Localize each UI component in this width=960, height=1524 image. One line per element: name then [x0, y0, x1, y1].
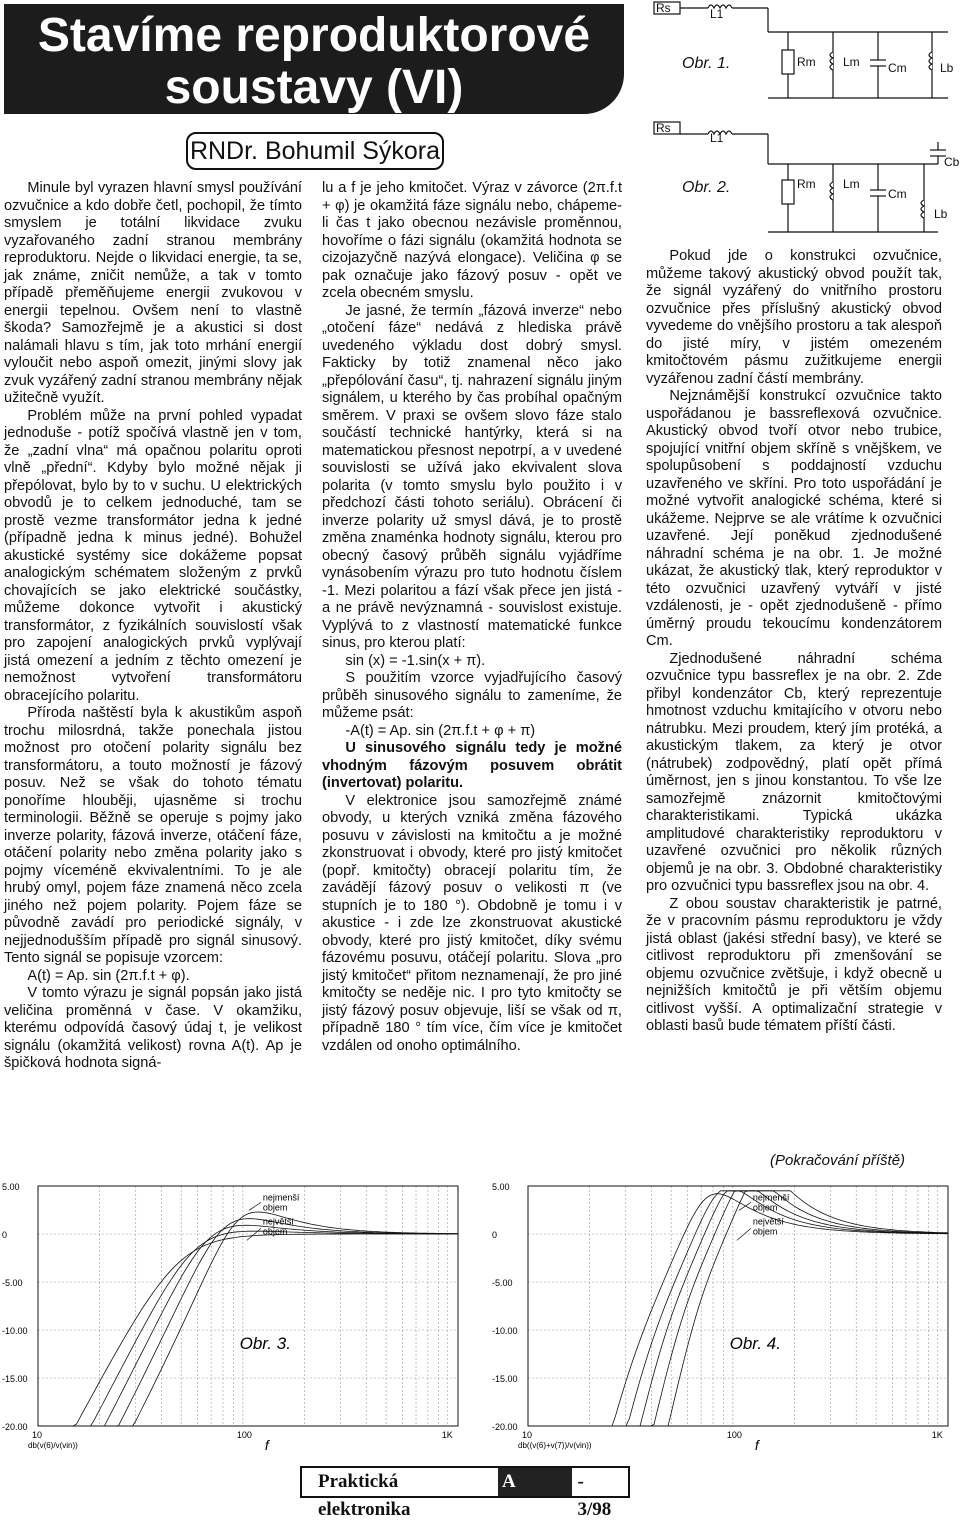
response-curve — [528, 1191, 948, 1426]
x-tick-label: 10 — [32, 1430, 43, 1440]
continued-note: (Pokračování příště) — [770, 1152, 906, 1169]
footer-magazine: Praktická elektronika — [318, 1471, 411, 1520]
legend-arrow — [249, 1202, 261, 1210]
col2-formula: -A(t) = Ap. sin (2π.f.t + φ + π) — [345, 722, 536, 739]
y-tick-label: 0 — [492, 1230, 498, 1240]
page-title — [4, 4, 624, 114]
fig2-l1: L1 — [710, 131, 724, 145]
col3-para: Z obou soustav charakteristik je patrné, že v pracovním pásmu reproduktoru je vždy jistá oblast (jakési střední basy), ve které se citlivost reproduktoru při zmenšování se objemu ozvučnice zvětšuje, i když obecně u nejnižších kmitočtů je při větším objemu citlivost vyšší. A optimalizační strategie v oblasti basů bude tématem příští části. — [646, 895, 942, 1034]
y-axis-expression: db((v(6)+v(7))/v(vin)) — [518, 1441, 592, 1450]
col2-para: lu a f je jeho kmitočet. Výraz v závorce (2π.f.t + φ) je okamžitá fáze signálu nebo, chápeme-li čas t jako obecnou nezávisle proměnnou, hovoříme o fázi signálu (okamžitá hodnota se cizojazyčně nazývá elongace). Veličina φ se pak označuje jako fázový posuv - opět ve zcela obecném smyslu. — [322, 180, 622, 301]
response-curve — [38, 1219, 458, 1426]
fig2-lb: Lb — [934, 207, 948, 221]
col1-para: V tomto výrazu je signál popsán jako jistá veličina proměnná v čase. V okamžiku, kterému odpovídá časový údaj t, je velikost signálu (okamžitá velikost) rovna A(t). Ap je špičková hodnota signá- — [4, 985, 302, 1071]
col1-formula: A(t) = Ap. sin (2π.f.t + φ). — [27, 967, 190, 984]
col3-para: Zjednodušené náhradní schéma ozvučnice typu bassreflex je na obr. 2. Zde přibyl kondenzátor Cb, který reprezentuje hmotnost vzduchu kmitajícího v otvoru nebo nátrubku. Mezi proudem, který jím protéká, a akustickým tlakem, za který je otvor (nátrubek) zodpovědný, platí opět přímá úměrnost, jen s jinou konstantou. To vše lze samozřejmě znázornit kmitočtovými charakteristikami. Typická ukázka amplitudové charakteristiky reproduktoru v uzavřené ozvučnici pro několik různých objemů je na obr. 3. Obdobné charakteristiky pro ozvučnici typu bassreflex jsou na obr. 4. — [646, 650, 942, 894]
col3-para: Pokud jde o konstrukci ozvučnice, můžeme takový akustický obvod použít tak, že signál vyzářený do vnitřního prostoru ozvučnice přes příslušný akustický obvod vyvedeme do vnějšího prostoru a tak alespoň do jisté míry, v jistém omezeném kmitočtovém pásmu zužitkujeme energii vyzářenou zadní částí membrány. — [646, 248, 942, 387]
legend-arrow — [247, 1228, 261, 1240]
fig1-lb: Lb — [940, 61, 954, 75]
response-curve — [528, 1191, 948, 1426]
title-line1: Stavíme reproduktorové — [37, 9, 591, 62]
figure-3-graph — [0, 1176, 470, 1462]
col2-formula: sin (x) = -1.sin(x + π). — [345, 652, 486, 669]
fig1-lm: Lm — [843, 55, 860, 69]
fig1-l1: L1 — [710, 7, 724, 21]
col3-para: Nejznámější konstrukcí ozvučnice takto uspořádanou je bassreflexová ozvučnice. Akustický obvod tvoří otvor nebo trubice, spojující vnitřní objem skříně s vnějškem, ve spolupůsobení s poddajností vzduchu uzavřeného ve skříni. Pro toto uspořádání je možné vytvořit analogické schéma, které si ukážeme. Nejprve se ale vrátíme k ozvučnici uzavřené. Její poněkud zjednodušené náhradní schéma je na obr. 1. Je možné ukázat, že akustický tlak, který reproduktor v této ozvučnici uzavřený vytváří v jisté vzdálenosti, je - opět zjednodušeně - přímo úměrný proudu tekoucímu kondenzátorem Cm. — [646, 388, 942, 649]
fig2-cm: Cm — [888, 187, 907, 201]
fig1-cm: Cm — [888, 61, 907, 75]
title-line2: soustavy (VI) — [164, 61, 464, 114]
col2-para: V elektronice jsou samozřejmě známé obvody, u kterých vzniká změna fázového posuvu v závislosti na kmitočtu a je možné zkonstruovat i obvody, které pro jistý kmitočet (popř. kmitočty) obracejí polaritu tím, že zavádějí fázový posuv o velikosti π (ve stupních je to 180 °). Obdobně je tomu i v akustice - i zde lze zkonstruovat akustické obvody, které pro jistý kmitočet, díky svému fázovému posuvu, otáčejí polaritu. Slova „pro jistý kmitočet“ přitom neznamenají, že pro jiné kmitočty se neděje nic. I pro tyto kmitočty se jistý fázový posuv objevuje, liší se však od π, případně 180 ° tím více, čím více je kmitočet vzdálen od onoho optimálního. — [322, 792, 622, 1054]
figure-2-schematic — [648, 120, 960, 242]
fig1-label: Obr. 1. — [682, 55, 731, 72]
response-curve — [38, 1225, 458, 1426]
fig2-lm: Lm — [843, 177, 860, 191]
x-tick-label: 100 — [236, 1430, 252, 1440]
plot-frame — [38, 1186, 458, 1426]
figure-1-schematic — [648, 0, 960, 112]
y-tick-label: -10.00 — [492, 1326, 518, 1336]
legend-label: objem — [752, 1226, 778, 1237]
fig2-label: Obr. 2. — [682, 179, 731, 196]
footer-section: A Radio — [498, 1468, 571, 1496]
column-1 — [4, 180, 302, 1073]
response-curve — [38, 1231, 458, 1426]
column-3 — [646, 248, 942, 1036]
legend-label: největší — [262, 1216, 294, 1227]
figure-label: Obr. 3. — [239, 1334, 291, 1354]
y-tick-label: 5.00 — [492, 1182, 510, 1192]
response-curve — [528, 1191, 948, 1426]
page-footer — [300, 1466, 630, 1520]
col2-para: Je jasné, že termín „fázová inverze“ nebo „otočení fáze“ nedává z hlediska právě uvedeného výkladu dost dobrý smysl. Fakticky by totiž znamenal něco jako „přepólování času“, tj. nahrazení signálu jiným signálem, u kterého by čas probíhal opačným směrem. V praxi se ovšem slovo fáze stalo součástí technické hantýrky, která si na matematickou přesnost nepotrpí, a v uvedené souvislosti se užívá jako ekvivalent slova polarita (v tomto smyslu bylo použito i v předchozí části tohoto seriálu). Obrácení či inverze polarity už smysl dává, je to prostě změna znaménka hodnoty signálu, kterou pro obecný časový průběh signálu vyjádříme vynásobením výrazu pro tuto hodnotu číslem -1. Mezi polaritou a fází však přece jen jistá - a ne právě nevýznamná - souvislost existuje. Vyplývá to z vlastností matematické funkce sinus, pro kterou platí: — [322, 302, 622, 651]
y-tick-label: -5.00 — [492, 1278, 513, 1288]
y-tick-label: -15.00 — [2, 1374, 28, 1384]
author: RNDr. Bohumil Sýkora — [186, 132, 444, 170]
legend-label: největší — [752, 1216, 784, 1227]
x-tick-label: 1K — [931, 1430, 943, 1440]
plot-frame — [528, 1186, 948, 1426]
col1-para: Problém může na první pohled vypadat jednoduše - potíž spočívá vlastně jen v tom, že „zadní vlna“ má opačnou polaritu oproti vlně „přední“. Kdyby bylo možné nějak ji přepólovat, bylo by to v suchu. U elektrických obvodů je to celkem jednoduché, tam se prostě vezme transformátor jedna k jedné (případně jedna k minus jedné). Bohužel akustické systémy sice dokážeme popsat analogickým schématem složeným z prvků chovajících se jako elektrické součástky, můžeme dokonce vytvořit i akustický transformátor, z fyzikálních souvislostí však pro zapojení analogických prvků vyplývají jistá omezení a jedním z těchto omezení je nemožnost vytvoření transformátoru obracejícího polaritu. — [4, 407, 302, 704]
y-axis-expression: db(v(6)/v(vin)) — [28, 1441, 78, 1450]
footer-page: - 3/98 — [577, 1471, 612, 1520]
col1-para: Minule byl vyrazen hlavní smysl používání ozvučnice a kdo dobře četl, pochopil, že tímto smyslem je totální likvidace zvuku vyzařovaného zadní stranou membrány reproduktoru. Nejde o likvidaci energie, ta se, jak známe, zničit nemůže, a tak v tomto případě přeměňujeme energii zvukovou v energii tepelnou. Ovšem není to vlastně škoda? Samozřejmě je a akustici si dost nalámali hlavu s tím, jak toto mrhání energií vyloučit nebo aspoň omezit, jinými slovy jak zvuk vyzářený zadní stranou membrány nějak užitečně využít. — [4, 180, 302, 406]
legend-label: nejmenší — [752, 1192, 790, 1203]
column-2 — [322, 180, 622, 1055]
y-tick-label: 0 — [2, 1230, 8, 1240]
y-tick-label: -5.00 — [2, 1278, 23, 1288]
y-tick-label: 5.00 — [2, 1182, 20, 1192]
legend-label: nejmenší — [262, 1192, 300, 1203]
y-tick-label: -15.00 — [492, 1374, 518, 1384]
legend-label: objem — [752, 1202, 778, 1213]
x-variable-label: f — [754, 1437, 759, 1453]
fig1-rs: Rs — [656, 1, 671, 15]
col2-para: S použitím vzorce vyjadřujícího časový průběh sinusového signálu to zameníme, že můžeme psát: — [322, 670, 622, 721]
fig2-rs: Rs — [656, 121, 671, 135]
fig2-cb: Cb — [944, 155, 960, 169]
response-curve — [528, 1191, 948, 1426]
legend-label: objem — [262, 1202, 288, 1213]
y-tick-label: -20.00 — [2, 1422, 28, 1432]
legend-arrow — [737, 1228, 751, 1240]
fig2-rm: Rm — [797, 177, 816, 191]
response-curve — [528, 1194, 948, 1426]
fig1-rm: Rm — [797, 55, 816, 69]
col1-para: Příroda naštěstí byla k akustikům aspoň trochu milosrdná, takže ponechala jistou možnost pro otočení polarity signálu bez transformátoru, a touto možností je fázový posuv. Než se však do tohoto tématu ponoříme hlouběji, ujasněme si trochu terminologii. Běžně se operuje s pojmy jako inverze polarity, fázová inverze, otáčení fáze, otáčení polarity nebo změna polarity jako s pojmy víceméně ekvivalentními. To je ale hrubý omyl, pojem fáze znamená něco zcela jiného než pojem polarity. Pojem fáze se původně zavádí pro periodické signály, v nejjednodušším případě pro signál sinusový. Tento signál se popisuje vzorcem: — [4, 705, 302, 966]
legend-label: objem — [262, 1226, 288, 1237]
x-tick-label: 10 — [522, 1430, 533, 1440]
figure-4-graph — [490, 1176, 960, 1462]
x-variable-label: f — [264, 1437, 269, 1453]
response-curve — [38, 1212, 458, 1426]
col2-para: U sinusového signálu tedy je možné vhodným fázovým posuvem obrátit (invertovat) polaritu. — [322, 740, 622, 791]
y-tick-label: -20.00 — [492, 1422, 518, 1432]
x-tick-label: 100 — [726, 1430, 742, 1440]
figure-label: Obr. 4. — [729, 1334, 781, 1354]
y-tick-label: -10.00 — [2, 1326, 28, 1336]
x-tick-label: 1K — [441, 1430, 453, 1440]
